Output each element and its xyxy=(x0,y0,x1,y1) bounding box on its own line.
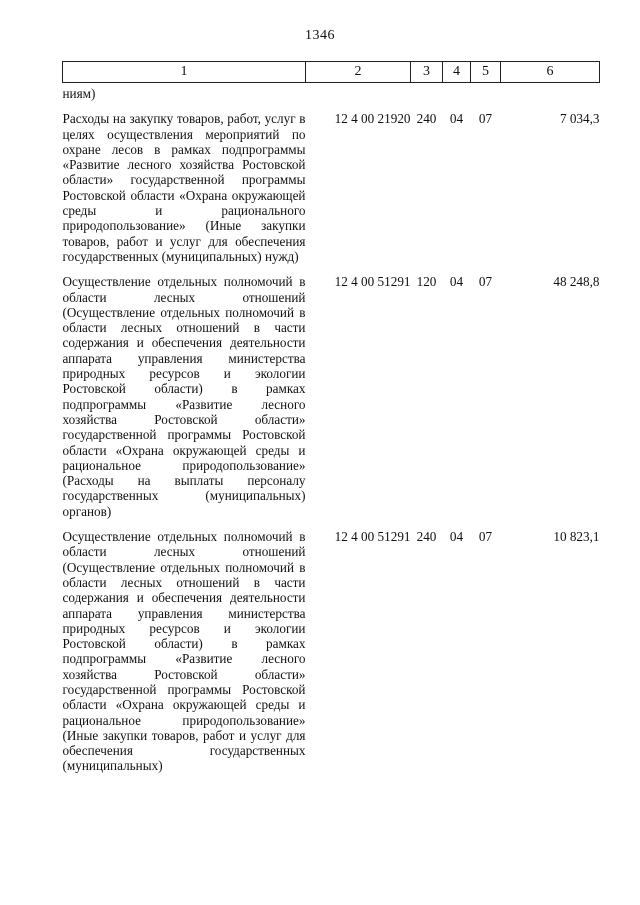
row-description: Осуществление отдельных полномочий в области лесных отношений (Осуществление отдельных полномочий в области лесных отношений в части содержания и обеспечения деятельности аппарата управления министерства природных ресурсов и экологии Ростовской области) в рамках подпрограммы «Развитие лесного хозяйства Ростовской области» государственной программы Ростовской области «Охрана окружающей среды и рациональное природопользование» (Расходы на выплаты персоналу государственных (муниципальных) органов) xyxy=(62,274,306,519)
row-amount: 48 248,8 xyxy=(553,274,600,290)
table-row xyxy=(63,101,600,264)
row-expense-type: 240 xyxy=(416,111,437,127)
row-description: Осуществление отдельных полномочий в области лесных отношений (Осуществление отдельных полномочий в области лесных отношений в части содержания и обеспечения деятельности аппарата управления министерства природных ресурсов и экологии Ростовской области) в рамках подпрограммы «Развитие лесного хозяйства Ростовской области» государственной программы Ростовской области «Охрана окружающей среды и рациональное природопользование» (Иные закупки товаров, работ и услуг для обеспечения государственных (муниципальных) xyxy=(62,529,306,774)
budget-table xyxy=(62,61,600,774)
row-amount: 10 823,1 xyxy=(553,529,600,545)
column-header-4: 4 xyxy=(443,62,471,83)
column-header-5: 5 xyxy=(471,62,501,83)
row-description: Расходы на закупку товаров, работ, услуг в целях осуществления мероприятий по охране лесов в рамках подпрограммы «Развитие лесного хозяйства Ростовской области» государственной программы Ростовской области «Охрана окружающей среды и рационального природопользование» (Иные закупки товаров, работ и услуг для обеспечения государственных (муниципальных) нужд) xyxy=(62,111,306,264)
table-row xyxy=(63,519,600,774)
column-header-6: 6 xyxy=(501,62,600,83)
row-expense-type: 120 xyxy=(416,274,437,290)
row-amount: 7 034,3 xyxy=(559,111,600,127)
table-header-row xyxy=(63,62,600,83)
row-subsection: 07 xyxy=(478,111,493,127)
row-subsection: 07 xyxy=(478,529,493,545)
row-section: 04 xyxy=(449,274,464,290)
row-section: 04 xyxy=(449,529,464,545)
row-target-code: 12 4 00 51291 xyxy=(334,274,411,290)
page-number: 1346 xyxy=(305,28,335,43)
table-row xyxy=(63,264,600,519)
row-target-code: 12 4 00 21920 xyxy=(334,111,411,127)
column-header-2: 2 xyxy=(306,62,411,83)
continuation-text: ниям) xyxy=(62,86,96,101)
column-header-1: 1 xyxy=(63,62,306,83)
row-expense-type: 240 xyxy=(416,529,437,545)
row-subsection: 07 xyxy=(478,274,493,290)
column-header-3: 3 xyxy=(411,62,443,83)
continuation-row xyxy=(63,83,600,102)
row-target-code: 12 4 00 51291 xyxy=(334,529,411,545)
row-section: 04 xyxy=(449,111,464,127)
